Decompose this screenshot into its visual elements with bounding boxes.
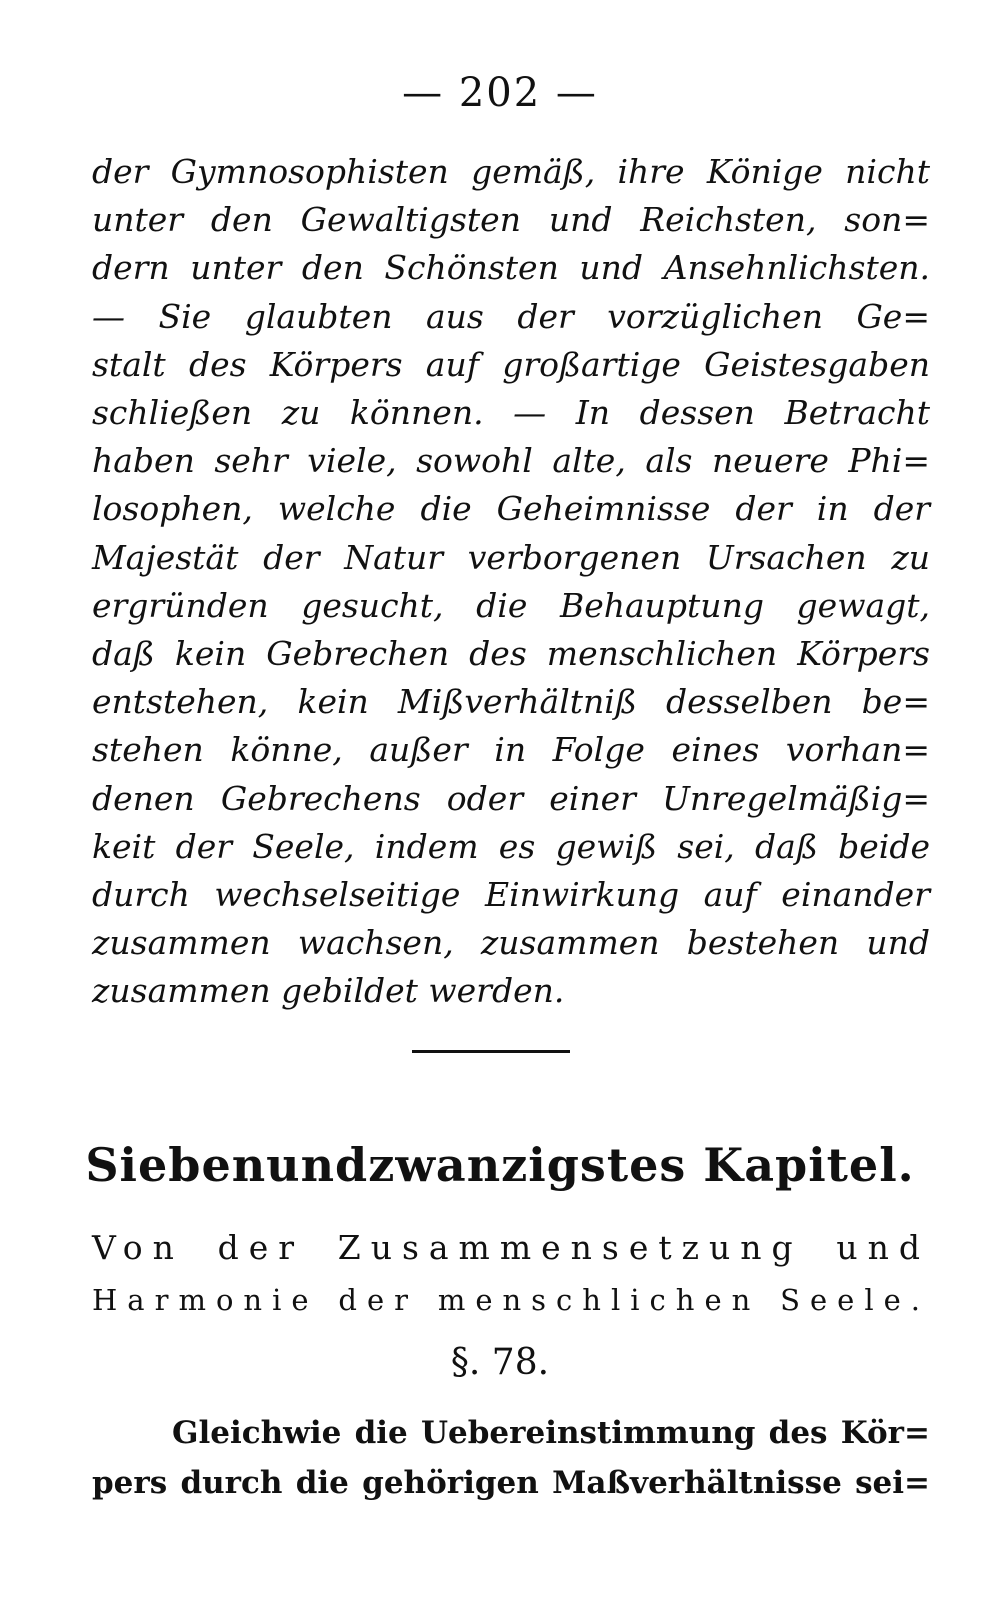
text-line: denen Gebrechens oder einer Unregelmäßig=	[92, 778, 930, 818]
text-line: ergründen gesucht, die Behauptung gewagt,	[92, 585, 930, 625]
text-line: daß kein Gebrechen des menschlichen Körpers	[92, 634, 930, 674]
body-paragraph	[92, 148, 930, 1016]
text-line: dern unter den Schönsten und Ansehnlichsten.	[92, 248, 930, 288]
chapter-subtitle-line: Harmonie der menschlichen Seele.	[92, 1283, 930, 1317]
text-line: Majestät der Natur verborgenen Ursachen zu	[92, 537, 930, 577]
section-heading: §. 78.	[450, 1342, 550, 1383]
text-line: pers durch die gehörigen Maßverhältnisse sei=	[92, 1465, 930, 1501]
chapter-title: Siebenundzwanzigstes Kapitel.	[85, 1138, 915, 1192]
text-line: unter den Gewaltigsten und Reichsten, son=	[92, 200, 930, 240]
text-line: zusammen gebildet werden.	[92, 971, 565, 1011]
text-line: losophen, welche die Geheimnisse der in der	[92, 489, 930, 529]
text-line: der Gymnosophisten gemäß, ihre Könige nicht	[92, 152, 930, 191]
text-line: Gleichwie die Uebereinstimmung des Kör=	[172, 1415, 930, 1451]
text-line: durch wechselseitige Einwirkung auf einander	[92, 875, 930, 915]
chapter-subtitle	[92, 1222, 930, 1326]
text-line: — Sie glaubten aus der vorzüglichen Ge=	[92, 296, 930, 336]
text-line: entstehen, kein Mißverhältniß desselben be=	[92, 682, 930, 722]
text-line: stalt des Körpers auf großartige Geistesgaben	[92, 344, 930, 384]
text-line: stehen könne, außer in Folge eines vorhan=	[92, 730, 930, 770]
text-line: keit der Seele, indem es gewiß sei, daß beide	[92, 826, 930, 866]
text-line: haben sehr viele, sowohl alte, als neuere Phi=	[92, 441, 930, 481]
text-line: schließen zu können. — In dessen Betracht	[92, 393, 930, 433]
chapter-subtitle-line: Von der Zusammensetzung und	[92, 1228, 930, 1267]
section-paragraph	[92, 1408, 930, 1508]
section-divider	[412, 1050, 570, 1053]
text-line: zusammen wachsen, zusammen bestehen und	[92, 923, 930, 963]
page-number: — 202 —	[402, 70, 598, 116]
